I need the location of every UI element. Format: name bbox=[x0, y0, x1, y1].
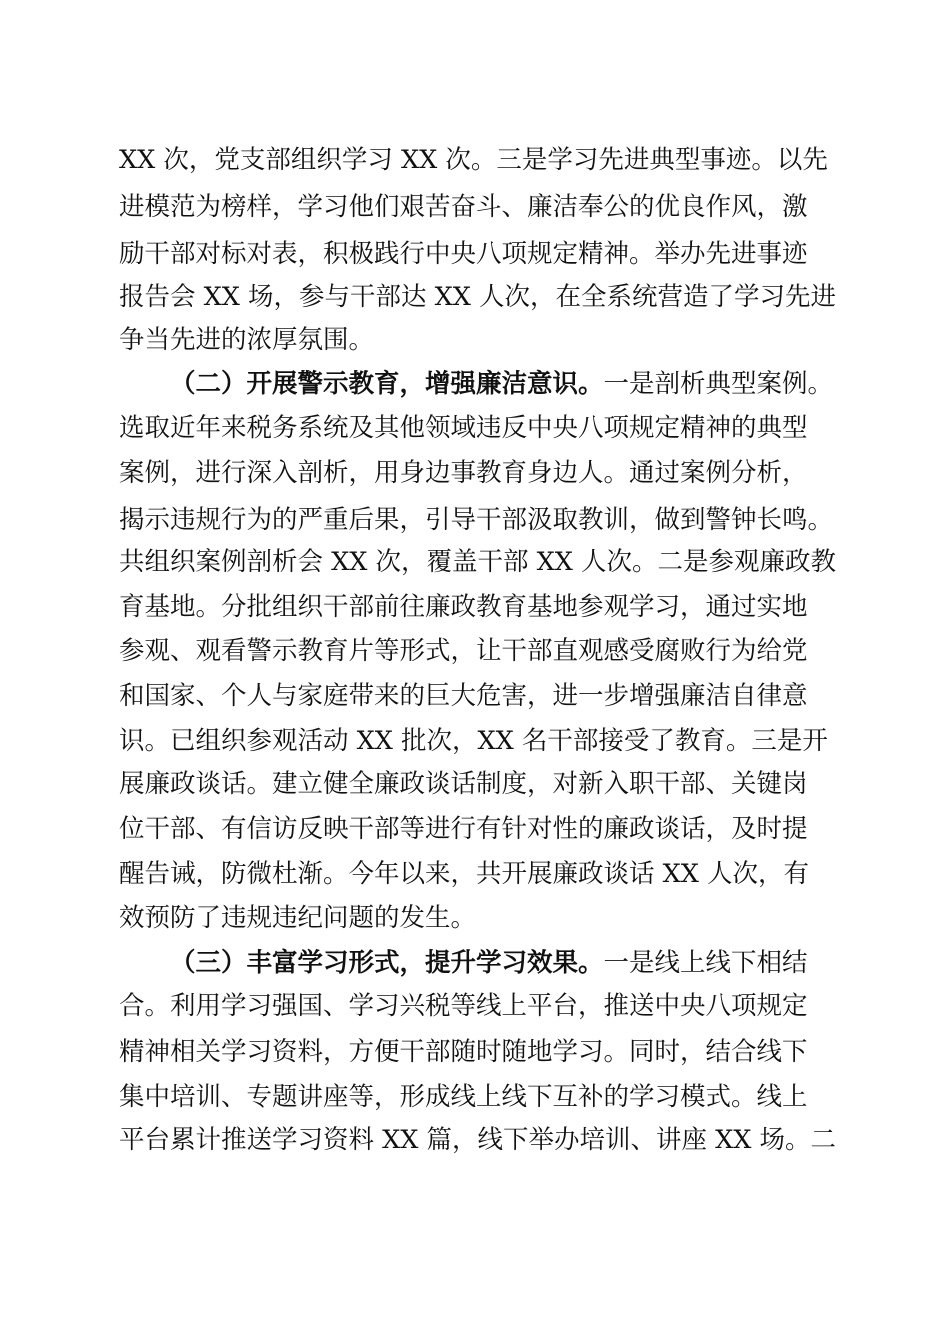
text-line: 合。利用学习强国、学习兴税等线上平台，推送中央八项规定 bbox=[119, 991, 808, 1021]
section-heading: （三）丰富学习形式，提升学习效果。 bbox=[170, 948, 604, 978]
section-heading: （二）开展警示教育，增强廉洁意识。 bbox=[170, 369, 604, 399]
text-line: XX 次，党支部组织学习 XX 次。三是学习先进典型事迹。以先 bbox=[119, 145, 828, 175]
text-line: 进模范为榜样，学习他们艰苦奋斗、廉洁奉公的优良作风，激 bbox=[119, 192, 808, 222]
text-line: 精神相关学习资料，方便干部随时随地学习。同时，结合线下 bbox=[119, 1037, 808, 1067]
text-line: 案例，进行深入剖析，用身边事教育身边人。通过案例分析， bbox=[119, 458, 808, 488]
text-line: 选取近年来税务系统及其他领域违反中央八项规定精神的典型 bbox=[119, 413, 808, 443]
text-line: 集中培训、专题讲座等，形成线上线下互补的学习模式。线上 bbox=[119, 1082, 808, 1112]
text-line: 报告会 XX 场，参与干部达 XX 人次，在全系统营造了学习先进 bbox=[119, 282, 837, 312]
text-run: 一是剖析典型案例。 bbox=[603, 369, 834, 399]
text-line: 识。已组织参观活动 XX 批次，XX 名干部接受了教育。三是开 bbox=[119, 726, 828, 756]
paragraph-first-line bbox=[170, 940, 890, 986]
text-line: 励干部对标对表，积极践行中央八项规定精神。举办先进事迹 bbox=[119, 239, 808, 269]
paragraph-first-line bbox=[170, 361, 890, 407]
text-line: 育基地。分批组织干部前往廉政教育基地参观学习，通过实地 bbox=[119, 592, 808, 622]
text-line: 展廉政谈话。建立健全廉政谈话制度，对新入职干部、关键岗 bbox=[119, 769, 808, 799]
text-line: 参观、观看警示教育片等形式，让干部直观感受腐败行为给党 bbox=[119, 636, 808, 666]
text-line: 平台累计推送学习资料 XX 篇，线下举办培训、讲座 XX 场。二 bbox=[119, 1125, 837, 1155]
text-line: 效预防了违规违纪问题的发生。 bbox=[119, 903, 477, 933]
text-line: 揭示违规行为的严重后果，引导干部汲取教训，做到警钟长鸣。 bbox=[119, 505, 834, 535]
text-run: 一是线上线下相结 bbox=[603, 948, 808, 978]
text-line: 争当先进的浓厚氛围。 bbox=[119, 325, 375, 355]
text-line: 位干部、有信访反映干部等进行有针对性的廉政谈话，及时提 bbox=[119, 814, 808, 844]
text-line: 醒告诫，防微杜渐。今年以来，共开展廉政谈话 XX 人次，有 bbox=[119, 859, 810, 889]
text-line: 共组织案例剖析会 XX 次，覆盖干部 XX 人次。二是参观廉政教 bbox=[119, 547, 837, 577]
text-line: 和国家、个人与家庭带来的巨大危害，进一步增强廉洁自律意 bbox=[119, 681, 808, 711]
